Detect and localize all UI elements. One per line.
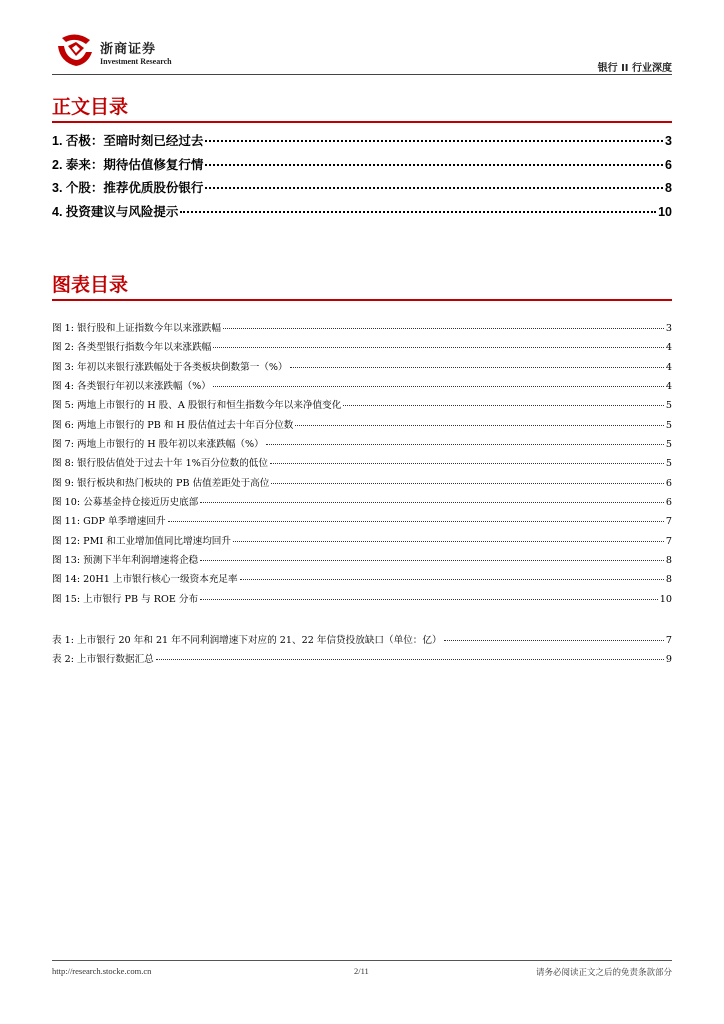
footer-disclaimer-note: 请务必阅读正文之后的免责条款部分 bbox=[535, 968, 672, 978]
toc-entry-page: 3 bbox=[665, 134, 672, 148]
figure-entry-label: 图 12: PMI 和工业增加值同比增速均回升 bbox=[52, 535, 231, 547]
figure-entry[interactable] bbox=[52, 571, 672, 590]
report-type-label: 银行 II 行业深度 bbox=[597, 63, 672, 74]
figure-entry-label: 图 8: 银行股估值处于过去十年 1%百分位数的低位 bbox=[52, 458, 268, 470]
figures-title: 图表目录 bbox=[52, 274, 129, 296]
toc-entry-label: 3. 个股：推荐优质股份银行 bbox=[52, 181, 204, 196]
logo-mark-icon bbox=[54, 32, 96, 68]
figure-entry-page: 5 bbox=[665, 419, 672, 431]
figure-entry-label: 图 6: 两地上市银行的 PB 和 H 股估值过去十年百分位数 bbox=[52, 419, 294, 431]
toc-entry-label: 1. 否极：至暗时刻已经过去 bbox=[52, 134, 204, 148]
toc-entry[interactable] bbox=[52, 131, 672, 155]
footer-page-number: 2/11 bbox=[354, 966, 369, 976]
toc-entry[interactable] bbox=[52, 202, 672, 226]
figure-entry-label: 图 4: 各类银行年初以来涨跌幅（%） bbox=[52, 381, 211, 393]
figure-entry[interactable] bbox=[52, 552, 672, 571]
figure-entry-label: 图 9: 银行板块和热门板块的 PB 估值差距处于高位 bbox=[52, 477, 270, 489]
table-entry-label: 表 1: 上市银行 20 年和 21 年不同利润增速下对应的 21、22 年信贷投放缺口（单位：亿） bbox=[52, 635, 442, 646]
footer-row bbox=[52, 966, 672, 982]
figure-entry[interactable] bbox=[52, 359, 672, 378]
toc-entry-label: 4. 投资建议与风险提示 bbox=[52, 205, 179, 220]
figure-entry-label: 图 14: 20H1 上市银行核心一级资本充足率 bbox=[52, 574, 238, 586]
figure-entry[interactable] bbox=[52, 397, 672, 416]
figure-entry-page: 7 bbox=[665, 535, 672, 547]
dot-leader bbox=[213, 347, 664, 348]
dot-leader bbox=[444, 640, 664, 641]
figure-entry[interactable] bbox=[52, 417, 672, 436]
dot-leader bbox=[290, 367, 664, 368]
dot-leader bbox=[213, 386, 664, 387]
dot-leader bbox=[240, 579, 664, 580]
dot-leader bbox=[266, 444, 664, 445]
dot-leader bbox=[205, 140, 663, 142]
table-entry-page: 7 bbox=[665, 635, 672, 646]
toc-list bbox=[52, 131, 672, 226]
figure-entry-label: 图 1: 银行股和上证指数今年以来涨跌幅 bbox=[52, 323, 221, 334]
figure-entry-page: 5 bbox=[665, 400, 672, 412]
logo-english-name: Investment Research bbox=[100, 57, 172, 66]
figures-title-divider bbox=[52, 299, 672, 301]
table-entry-page: 9 bbox=[665, 654, 672, 666]
dot-leader bbox=[200, 560, 664, 561]
dot-leader bbox=[205, 187, 663, 189]
figure-entry-label: 图 15: 上市银行 PB 与 ROE 分布 bbox=[52, 593, 199, 605]
figure-entry-page: 5 bbox=[665, 439, 672, 451]
figures-list bbox=[52, 320, 672, 610]
figure-entry-page: 4 bbox=[665, 342, 672, 354]
toc-entry[interactable] bbox=[52, 155, 672, 179]
toc-entry-page: 10 bbox=[658, 205, 672, 220]
dot-leader bbox=[168, 521, 664, 522]
figure-entry[interactable] bbox=[52, 339, 672, 358]
table-entry-label: 表 2: 上市银行数据汇总 bbox=[52, 654, 154, 666]
figure-entry-page: 4 bbox=[665, 361, 672, 373]
dot-leader bbox=[156, 659, 664, 660]
figure-entry-page: 6 bbox=[665, 497, 672, 509]
dot-leader bbox=[200, 599, 658, 600]
figure-entry-page: 6 bbox=[665, 477, 672, 489]
dot-leader bbox=[270, 463, 664, 464]
company-logo bbox=[52, 30, 212, 72]
logo-chinese-name: 浙商证券 bbox=[100, 42, 157, 57]
figure-entry[interactable] bbox=[52, 320, 672, 339]
dot-leader bbox=[223, 328, 664, 329]
toc-entry-page: 6 bbox=[665, 157, 672, 172]
figure-entry-page: 10 bbox=[659, 593, 672, 605]
page-footer bbox=[52, 960, 672, 982]
footer-url-link[interactable]: http://research.stocke.com.cn bbox=[52, 966, 152, 976]
toc-entry-label: 2. 泰来：期待估值修复行情 bbox=[52, 157, 204, 172]
dot-leader bbox=[295, 425, 664, 426]
page-header bbox=[52, 30, 672, 78]
figure-entry-page: 5 bbox=[665, 458, 672, 470]
dot-leader bbox=[205, 164, 663, 166]
toc-entry-page: 8 bbox=[665, 181, 672, 196]
figure-entry-page: 4 bbox=[665, 381, 672, 393]
dot-leader bbox=[200, 502, 664, 503]
header-divider bbox=[52, 74, 672, 75]
figure-entry-label: 图 13: 预测下半年利润增速将企稳 bbox=[52, 555, 199, 567]
dot-leader bbox=[271, 483, 664, 484]
dot-leader bbox=[233, 541, 664, 542]
figure-entry[interactable] bbox=[52, 436, 672, 455]
toc-entry[interactable] bbox=[52, 178, 672, 202]
toc-title: 正文目录 bbox=[52, 96, 129, 118]
figure-entry-page: 7 bbox=[665, 516, 672, 528]
footer-divider bbox=[52, 960, 672, 961]
figure-entry-label: 图 3: 年初以来银行涨跌幅处于各类板块倒数第一（%） bbox=[52, 361, 288, 373]
figure-entry-page: 8 bbox=[665, 555, 672, 567]
table-entry[interactable] bbox=[52, 632, 672, 651]
figure-entry-page: 3 bbox=[665, 323, 672, 334]
figure-entry[interactable] bbox=[52, 455, 672, 474]
figure-entry-label: 图 11: GDP 单季增速回升 bbox=[52, 516, 166, 528]
figure-entry[interactable] bbox=[52, 378, 672, 397]
figure-entry[interactable] bbox=[52, 533, 672, 552]
figure-entry-label: 图 2: 各类型银行指数今年以来涨跌幅 bbox=[52, 342, 212, 354]
figure-entry-label: 图 5: 两地上市银行的 H 股、A 股银行和恒生指数今年以来净值变化 bbox=[52, 400, 342, 412]
figure-entry[interactable] bbox=[52, 475, 672, 494]
figure-entry-label: 图 7: 两地上市银行的 H 股年初以来涨跌幅（%） bbox=[52, 439, 264, 451]
table-entry[interactable] bbox=[52, 651, 672, 670]
dot-leader bbox=[180, 211, 656, 213]
dot-leader bbox=[343, 405, 664, 406]
tables-list bbox=[52, 632, 672, 671]
figure-entry-label: 图 10: 公募基金持仓接近历史底部 bbox=[52, 497, 199, 509]
toc-title-divider bbox=[52, 121, 672, 123]
figure-entry[interactable] bbox=[52, 513, 672, 532]
figure-entry[interactable] bbox=[52, 494, 672, 513]
figure-entry-page: 8 bbox=[665, 574, 672, 586]
figure-entry[interactable] bbox=[52, 591, 672, 610]
